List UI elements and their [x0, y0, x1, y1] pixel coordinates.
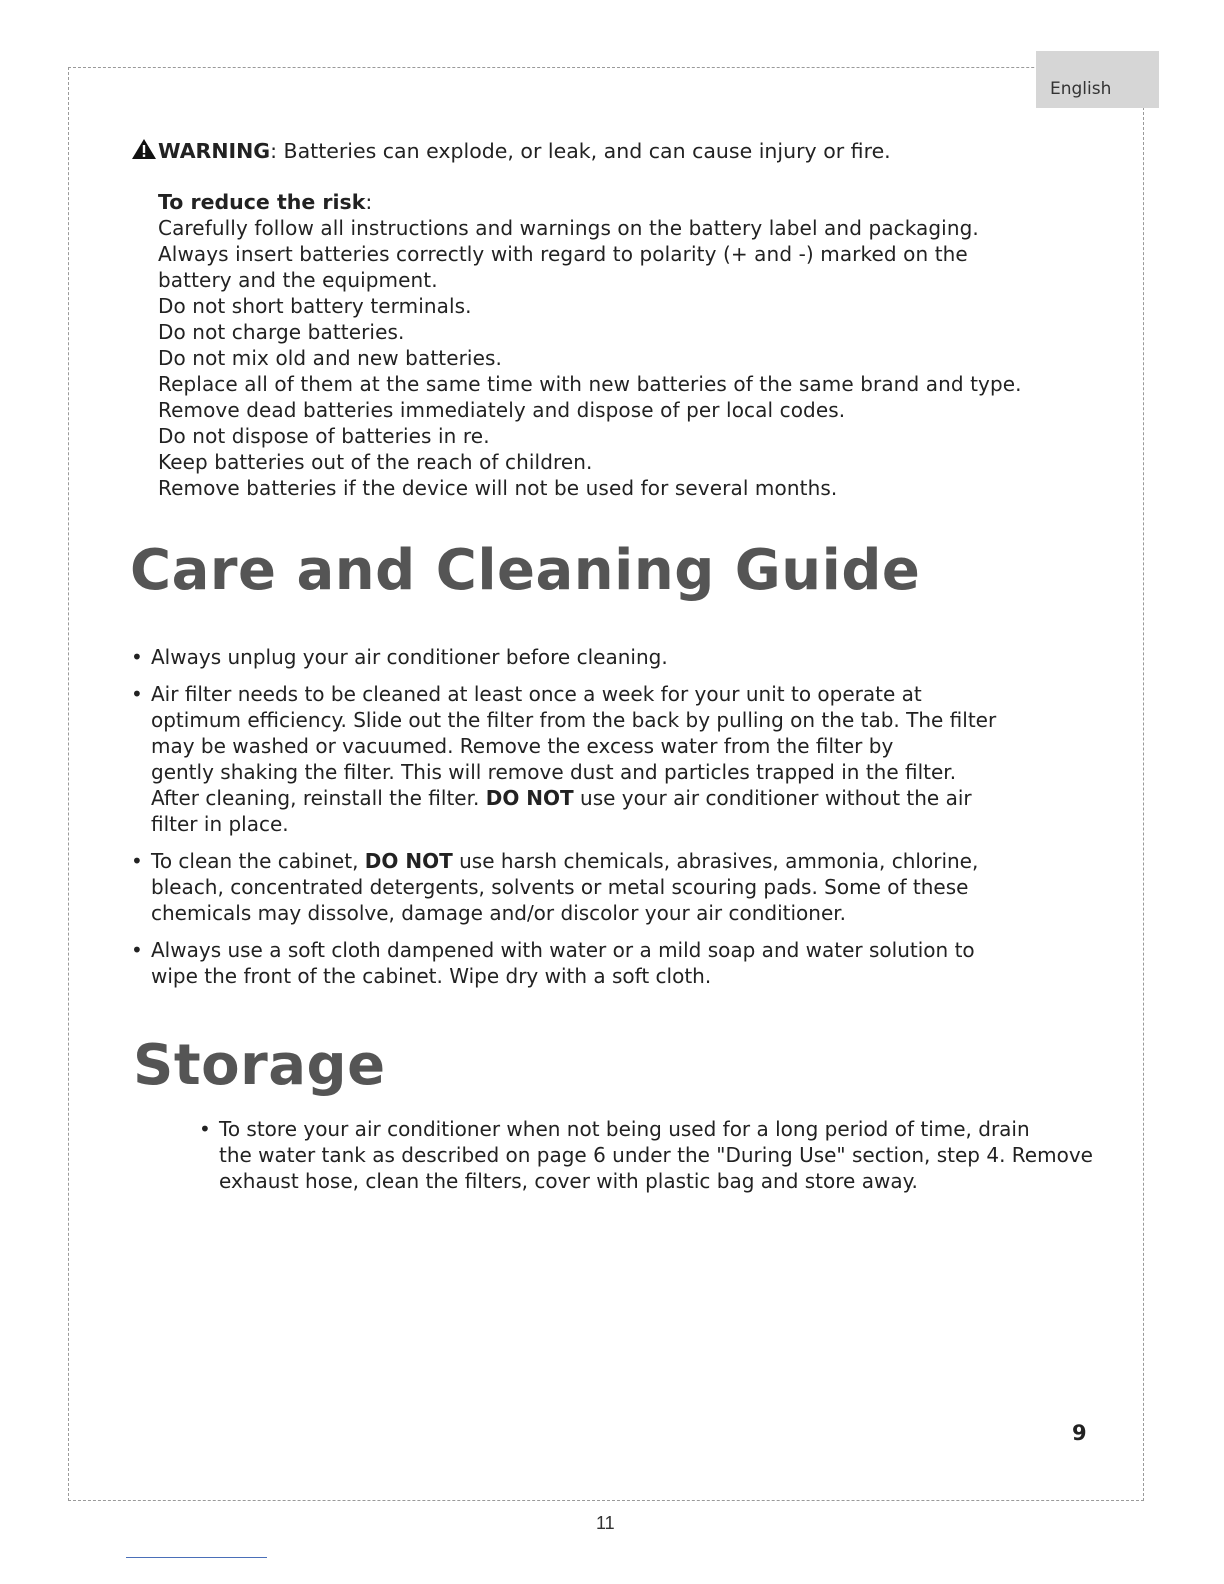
bullet-text: To clean the cabinet, — [151, 849, 365, 873]
bullet-line: bleach, concentrated detergents, solvents or metal scouring pads. Some of these — [151, 875, 969, 899]
bullet-dot: • — [199, 1117, 211, 1141]
bullet-line: filter in place. — [151, 812, 289, 836]
bullet-line: Always use a soft cloth dampened with water or a mild soap and water solution to — [151, 938, 975, 962]
bullet-line: chemicals may dissolve, damage and/or discolor your air conditioner. — [151, 901, 847, 925]
bullet-dot: • — [131, 849, 143, 873]
risk-title-text: To reduce the risk — [158, 190, 366, 214]
risk-title-colon: : — [365, 190, 373, 214]
storage-heading: Storage — [133, 1033, 386, 1098]
risk-item: Remove batteries if the device will not be used for several months. — [158, 476, 838, 500]
bullet-dot: • — [131, 645, 143, 669]
risk-title — [158, 189, 1022, 215]
warning-text: : Batteries can explode, or leak, and can cause injury or fire. — [270, 139, 891, 163]
risk-item: Replace all of them at the same time with new batteries of the same brand and type. — [158, 372, 1022, 396]
care-bullet — [131, 681, 1011, 837]
language-tab — [1036, 51, 1159, 108]
care-bullet — [131, 848, 1011, 926]
bullet-line: Always unplug your air conditioner before cleaning. — [151, 645, 668, 669]
care-bullet-list — [131, 644, 1011, 1000]
risk-item: Do not dispose of batteries in re. — [158, 424, 490, 448]
bullet-dot: • — [131, 938, 143, 962]
care-bullet — [131, 937, 1011, 989]
language-label: English — [1050, 79, 1112, 99]
risk-item: Keep batteries out of the reach of children. — [158, 450, 593, 474]
warning-triangle-icon — [131, 138, 157, 160]
risk-item: Do not charge batteries. — [158, 320, 405, 344]
bullet-text: use harsh chemicals, abrasives, ammonia, chlorine, — [452, 849, 979, 873]
bullet-dot: • — [131, 682, 143, 706]
bullet-text: use your air conditioner without the air — [573, 786, 972, 810]
bullet-line: Air filter needs to be cleaned at least once a week for your unit to operate at — [151, 682, 922, 706]
bullet-line: exhaust hose, clean the filters, cover with plastic bag and store away. — [219, 1169, 918, 1193]
risk-list — [158, 215, 1022, 501]
risk-item: Carefully follow all instructions and warnings on the battery label and packaging. — [158, 216, 979, 240]
risk-item: battery and the equipment. — [158, 268, 438, 292]
bullet-line: gently shaking the filter. This will remove dust and particles trapped in the filter. — [151, 760, 957, 784]
care-heading: Care and Cleaning Guide — [130, 538, 921, 603]
bullet-line: the water tank as described on page 6 under the "During Use" section, step 4. Remove — [219, 1143, 1093, 1167]
bullet-line: optimum efficiency. Slide out the filter from the back by pulling on the tab. The filter — [151, 708, 997, 732]
bullet-line: To store your air conditioner when not being used for a long period of time, drain — [219, 1117, 1030, 1141]
folio-number: 11 — [596, 1513, 615, 1533]
do-not-emphasis: DO NOT — [364, 849, 453, 873]
warning-line — [131, 138, 891, 163]
footer-underline — [126, 1557, 267, 1558]
do-not-emphasis: DO NOT — [485, 786, 574, 810]
bullet-line: may be washed or vacuumed. Remove the excess water from the filter by — [151, 734, 894, 758]
page-number: 9 — [1072, 1421, 1087, 1445]
warning-label: WARNING — [158, 139, 271, 163]
bullet-text: After cleaning, reinstall the filter. — [151, 786, 486, 810]
bullet-line — [151, 848, 1011, 874]
risk-item: Remove dead batteries immediately and dispose of per local codes. — [158, 398, 846, 422]
risk-item: Do not mix old and new batteries. — [158, 346, 502, 370]
storage-bullet-list — [199, 1116, 1093, 1205]
risk-item: Always insert batteries correctly with regard to polarity (+ and -) marked on the — [158, 242, 968, 266]
bullet-line — [151, 785, 1011, 811]
risk-section — [158, 189, 1022, 501]
bullet-line: wipe the front of the cabinet. Wipe dry with a soft cloth. — [151, 964, 712, 988]
care-bullet — [131, 644, 1011, 670]
storage-bullet — [199, 1116, 1093, 1194]
risk-item: Do not short battery terminals. — [158, 294, 472, 318]
